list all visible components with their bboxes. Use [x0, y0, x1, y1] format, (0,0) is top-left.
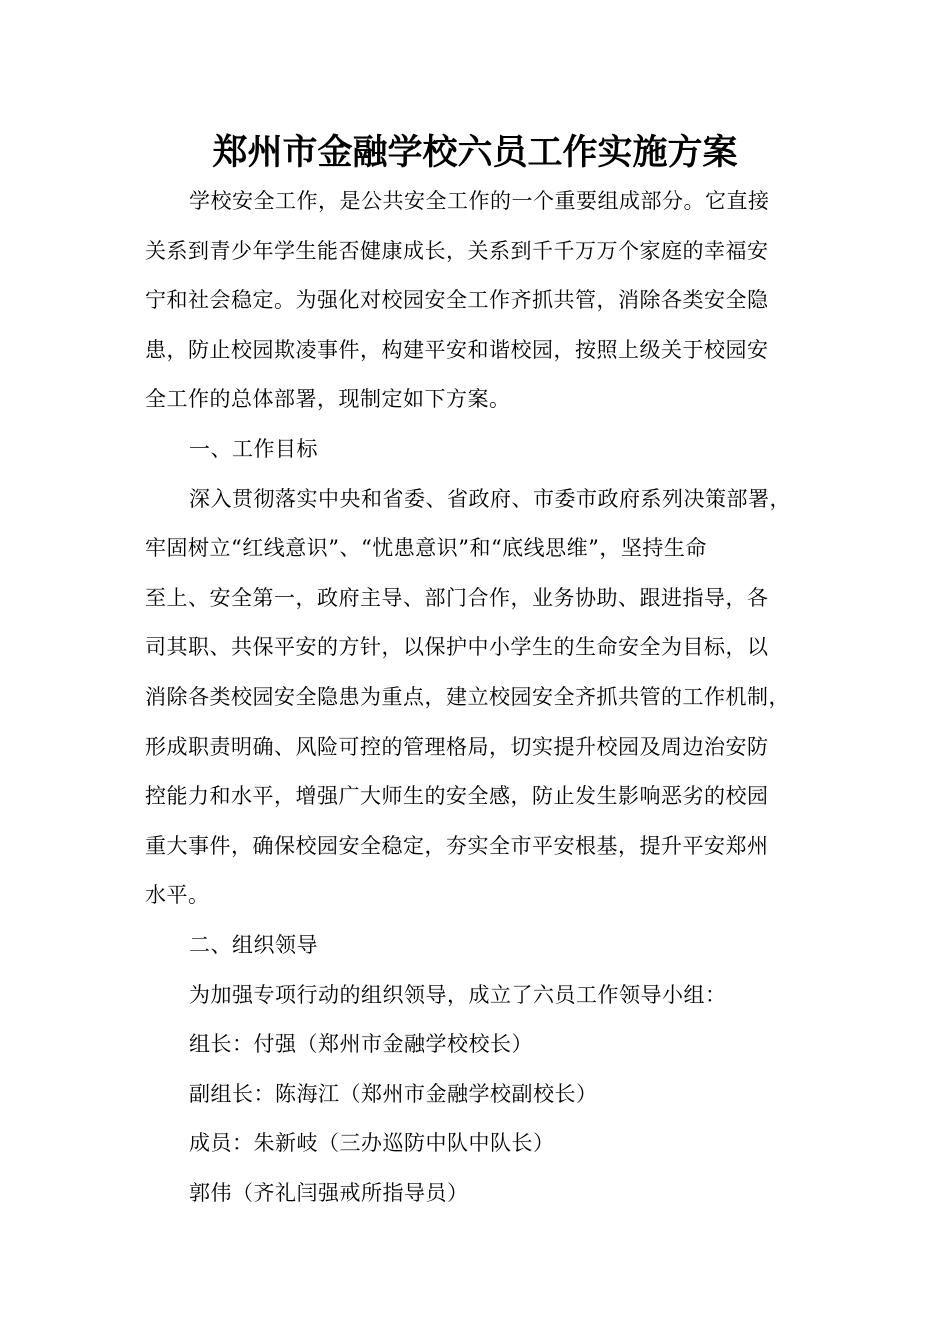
group-deputy-leader: 副组长：陈海江（郑州市金融学校副校长）	[189, 1081, 598, 1106]
paragraph-line: 形成职责明确、风险可控的管理格局，切实提升校园及周边治安防	[145, 734, 769, 759]
section-2	[145, 921, 845, 1219]
group-member: 郭伟（齐礼闫强戒所指导员）	[189, 1180, 469, 1205]
section-1-heading: 一、工作目标	[189, 436, 318, 461]
group-member: 成员：朱新岐（三办巡防中队中队长）	[189, 1131, 555, 1156]
paragraph-line: 重大事件，确保校园安全稳定，夯实全市平安根基，提升平安郑州	[145, 833, 769, 858]
paragraph-line: 司其职、共保平安的方针，以保护中小学生的生命安全为目标，以	[145, 635, 769, 660]
intro-paragraph	[145, 177, 845, 425]
paragraph-line: 控能力和水平，增强广大师生的安全感，防止发生影响恶劣的校园	[145, 784, 769, 809]
document-body	[145, 177, 845, 1218]
paragraph-line: 学校安全工作，是公共安全工作的一个重要组成部分。它直接	[189, 189, 770, 213]
paragraph-line: 全工作的总体部署，现制定如下方案。	[145, 387, 511, 412]
paragraph-line: 患，防止校园欺凌事件，构建平安和谐校园，按照上级关于校园安	[145, 337, 769, 362]
section-2-intro: 为加强专项行动的组织领导，成立了六员工作领导小组：	[189, 982, 727, 1007]
section-2-heading: 二、组织领导	[189, 932, 318, 957]
document-title: 郑州市金融学校六员工作实施方案	[212, 132, 738, 173]
paragraph-line: 消除各类校园安全隐患为重点，建立校园安全齐抓共管的工作机制，	[145, 684, 790, 709]
paragraph-line: 水平。	[145, 883, 210, 908]
section-1	[145, 425, 845, 921]
group-leader: 组长：付强（郑州市金融学校校长）	[189, 1032, 533, 1057]
paragraph-line: 至上、安全第一，政府主导、部门合作，业务协助、跟进指导，各	[145, 585, 769, 610]
paragraph-line: 深入贯彻落实中央和省委、省政府、市委市政府系列决策部署，	[189, 486, 791, 511]
paragraph-line: 宁和社会稳定。为强化对校园安全工作齐抓共管，消除各类安全隐	[145, 288, 769, 313]
paragraph-line: 牢固树立“红线意识”、“忧患意识”和“底线思维”，坚持生命	[145, 536, 707, 561]
paragraph-line: 关系到青少年学生能否健康成长，关系到千千万万个家庭的幸福安	[145, 238, 769, 263]
